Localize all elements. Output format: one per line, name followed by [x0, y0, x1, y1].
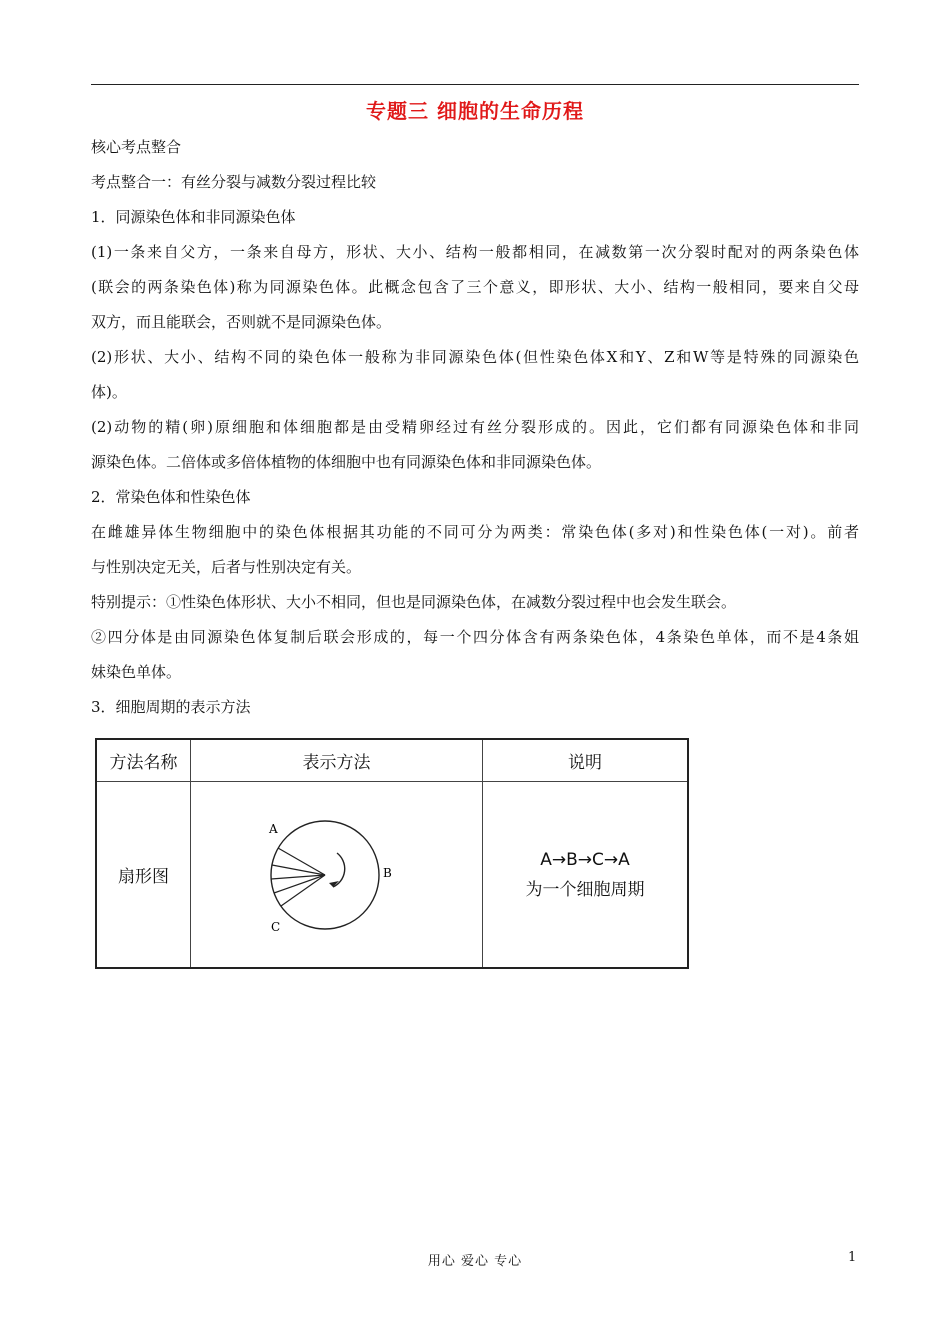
item2-tip: 特别提示：①性染色体形状、大小不相同，但也是同源染色体，在减数分裂过程中也会发生联会。 — [91, 593, 737, 611]
header-method-name: 方法名称 — [96, 739, 191, 782]
item1-p1-line3: 双方，而且能联会，否则就不是同源染色体。 — [91, 313, 392, 331]
header-rule — [91, 84, 859, 85]
item2-p1-line2: 与性别决定无关，后者与性别决定有关。 — [91, 558, 362, 576]
page-footer: 用心 爱心 专心 — [427, 1254, 523, 1269]
item2-tip2-line2: 妹染色单体。 — [91, 663, 182, 681]
pie-diagram-cell — [191, 782, 483, 969]
row-description — [483, 782, 689, 969]
row-method-name: 扇形图 — [96, 782, 191, 969]
item1-p1-line1: (1)一条来自父方，一条来自母方，形状、大小、结构一般都相同，在减数第一次分裂时配对的两条染色体 — [91, 243, 859, 261]
item2-p1-line1: 在雌雄异体生物细胞中的染色体根据其功能的不同可分为两类：常染色体(多对)和性染色体(一对)。前者 — [91, 523, 859, 541]
section-heading: 核心考点整合 — [91, 138, 182, 156]
item1-heading: 1．同源染色体和非同源染色体 — [91, 208, 296, 226]
item1-p2-line1: (2)形状、大小、结构不同的染色体一般称为非同源染色体(但性染色体X和Y、Z和W等是特殊的同源染色 — [91, 348, 859, 366]
label-b: B — [382, 865, 392, 880]
table-header-row — [96, 739, 688, 782]
cycle-sequence: A→B→C→A — [540, 849, 630, 870]
item1-p3-line1: (2)动物的精(卵)原细胞和体细胞都是由受精卵经过有丝分裂形成的。因此，它们都有同源染色体和非同 — [91, 418, 859, 436]
cycle-explanation: 为一个细胞周期 — [525, 879, 645, 900]
page-title: 专题三 细胞的生命历程 — [366, 99, 584, 123]
interphase-sector-lines — [271, 848, 325, 906]
point1-heading: 考点整合一：有丝分裂与减数分裂过程比较 — [91, 173, 377, 191]
document-body — [91, 130, 859, 725]
table-row — [96, 782, 688, 969]
item2-heading: 2．常染色体和性染色体 — [91, 488, 251, 506]
item1-p3-line2: 源染色体。二倍体或多倍体植物的体细胞中也有同源染色体和非同源染色体。 — [91, 453, 602, 471]
item1-p2-line2: 体)。 — [91, 383, 127, 401]
page-number: 1 — [848, 1250, 857, 1265]
label-a: A — [268, 821, 278, 836]
cell-cycle-methods-table — [95, 738, 689, 969]
item1-p1-line2: (联会的两条染色体)称为同源染色体。此概念包含了三个意义，即形状、大小、结构一般相同，要来自父母 — [91, 278, 859, 296]
header-representation: 表示方法 — [191, 739, 483, 782]
sector-diagram — [267, 815, 407, 935]
item3-heading: 3．细胞周期的表示方法 — [91, 698, 251, 716]
header-description: 说明 — [483, 739, 689, 782]
label-c: C — [270, 919, 280, 934]
item2-tip2-line1: ②四分体是由同源染色体复制后联会形成的，每一个四分体含有两条染色体，4条染色单体，而不是4条姐 — [91, 628, 859, 646]
